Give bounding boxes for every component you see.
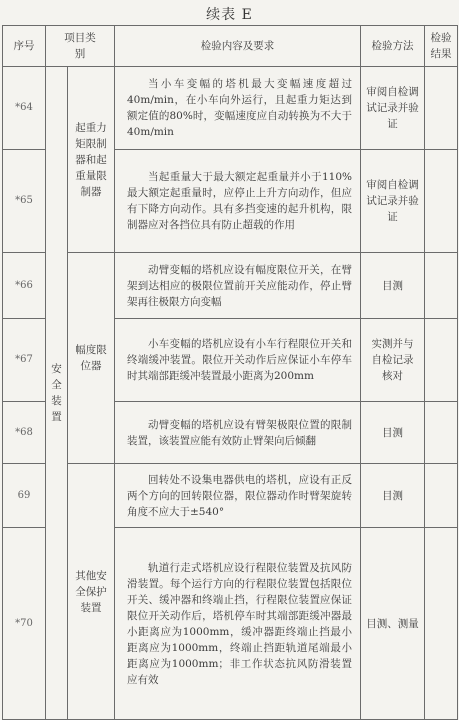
row-result [425, 67, 458, 150]
table-row [3, 464, 458, 528]
row-content: 动臂变幅的塔机应设有臂架极限位置的限制装置，该装置应能有效防止臂架向后倾翻 [115, 402, 361, 464]
row-seq: *67 [3, 319, 46, 402]
table-title: 续表 E [206, 7, 253, 23]
header-method: 检验方法 [361, 26, 425, 67]
row-content: 回转处不设集电器供电的塔机，应设有正反两个方向的回转限位器，限位器动作时臂架旋转角度不应大于±540° [115, 464, 361, 528]
row-method: 审阅自检调试记录并验证 [361, 67, 425, 150]
row-content: 当小车变幅的塔机最大变幅速度超过40m/min，在小车向外运行，且起重力矩达到额定值的80%时，变幅速度应自动转换为不大于40m/min [115, 67, 361, 150]
row-result [425, 253, 458, 319]
sub-category-overload: 起重力矩限制器和起重量限制器 [68, 67, 115, 253]
row-method: 目测 [361, 253, 425, 319]
table-row [3, 67, 458, 150]
sub-category-amplitude: 幅度限位器 [68, 253, 115, 464]
row-result [425, 528, 458, 720]
row-seq: *64 [3, 67, 46, 150]
row-seq: *68 [3, 402, 46, 464]
row-content: 轨道行走式塔机应设行程限位装置及抗风防滑装置。每个运行方向的行程限位装置包括限位开关、缓冲器和终端止挡，行程限位装置应保证限位开关动作后，塔机停车时其端部距缓冲器最小距离应为1000mm，缓冲器距终端止挡最小距离应为1000mm，终端止挡距轨道尾端最小距离应为1000mm；非工作状态抗风防滑装置应有效 [115, 528, 361, 720]
table-row [3, 253, 458, 319]
row-seq: *70 [3, 528, 46, 720]
row-seq: *65 [3, 150, 46, 253]
row-content: 当起重量大于最大额定起重量并小于110%最大额定起重量时，应停止上升方向动作，但应有下降方向动作。具有多挡变速的起升机构，限制器应对各挡位具有防止超载的作用 [115, 150, 361, 253]
row-result [425, 150, 458, 253]
header-content: 检验内容及要求 [115, 26, 361, 67]
inspection-table [2, 25, 458, 720]
row-seq: *66 [3, 253, 46, 319]
row-content: 动臂变幅的塔机应设有幅度限位开关，在臂架到达相应的极限位置前开关应能动作，停止臂架再往极限方向变幅 [115, 253, 361, 319]
sub-category-other: 其他安全保护装置 [68, 464, 115, 720]
row-method: 目测 [361, 464, 425, 528]
row-result [425, 319, 458, 402]
row-seq: 69 [3, 464, 46, 528]
header-category: 项目类别 [46, 26, 115, 67]
row-method: 目测、测量 [361, 528, 425, 720]
row-content: 小车变幅的塔机应设有小车行程限位开关和终端缓冲装置。限位开关动作后应保证小车停车时其端部距缓冲装置最小距离为200mm [115, 319, 361, 402]
row-result [425, 464, 458, 528]
main-category-cell: 安全装置 [46, 67, 68, 720]
header-seq: 序号 [3, 26, 46, 67]
row-method: 目测 [361, 402, 425, 464]
row-method: 实测并与自检记录核对 [361, 319, 425, 402]
header-result: 检验结果 [425, 26, 458, 67]
row-result [425, 402, 458, 464]
header-row [3, 26, 458, 67]
row-method: 审阅自检调试记录并验证 [361, 150, 425, 253]
